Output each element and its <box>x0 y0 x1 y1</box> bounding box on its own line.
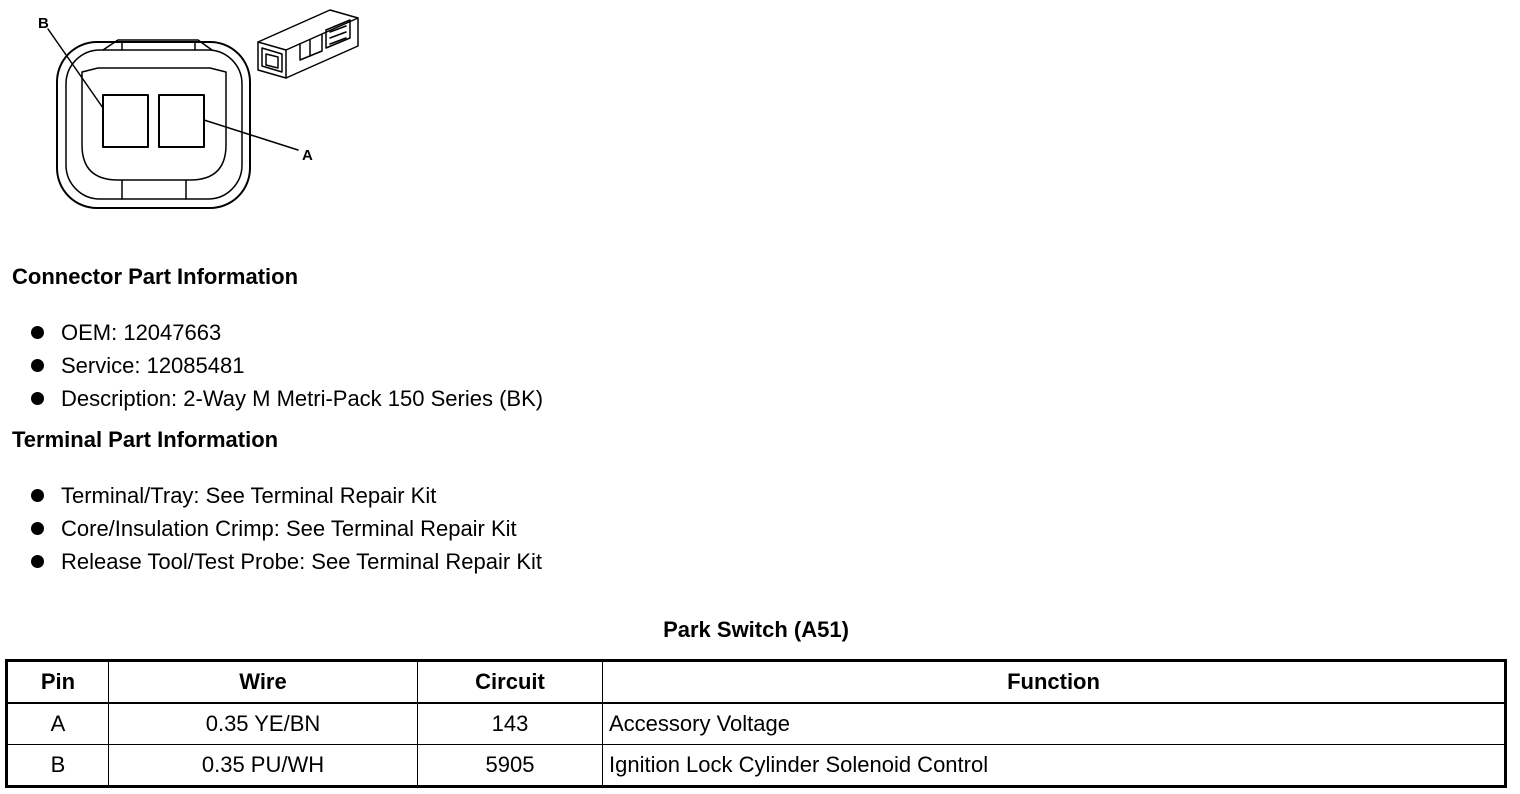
connector-part-heading: Connector Part Information <box>12 264 299 289</box>
bullet-icon <box>31 359 44 372</box>
table-caption: Park Switch (A51) <box>663 617 849 642</box>
column-header-wire: Wire <box>109 661 418 704</box>
cell-function: Accessory Voltage <box>603 703 1506 745</box>
bottom-key <box>122 180 186 199</box>
connector-housing-inner <box>66 50 242 199</box>
bullet-icon <box>31 522 44 535</box>
list-item-text: Core/Insulation Crimp: See Terminal Repair Kit <box>61 516 517 541</box>
terminal-a <box>159 95 204 147</box>
list-item-text: OEM: 12047663 <box>61 320 222 345</box>
list-item-text: Description: 2-Way M Metri-Pack 150 Series (BK) <box>61 386 544 411</box>
cell-pin: A <box>7 703 109 745</box>
table-row <box>7 745 1506 787</box>
connector-isometric-icon <box>258 10 358 78</box>
cell-wire: 0.35 YE/BN <box>109 703 418 745</box>
terminal-b <box>103 95 148 147</box>
column-header-circuit: Circuit <box>418 661 603 704</box>
cell-wire: 0.35 PU/WH <box>109 745 418 787</box>
bullet-icon <box>31 489 44 502</box>
list-item-text: Release Tool/Test Probe: See Terminal Repair Kit <box>61 549 542 574</box>
table-header-row <box>7 661 1506 704</box>
cell-pin: B <box>7 745 109 787</box>
bullet-icon <box>31 392 44 405</box>
bullet-icon <box>31 555 44 568</box>
pin-table <box>5 659 1507 788</box>
connector-face-diagram <box>0 0 380 220</box>
cell-circuit: 143 <box>418 703 603 745</box>
table-row <box>7 703 1506 745</box>
callout-label-a: A <box>302 147 313 164</box>
terminal-part-heading: Terminal Part Information <box>12 427 279 452</box>
list-item-text: Terminal/Tray: See Terminal Repair Kit <box>61 483 437 508</box>
list-item-text: Service: 12085481 <box>61 353 245 378</box>
cell-circuit: 5905 <box>418 745 603 787</box>
callout-label-b: B <box>38 15 49 32</box>
bullet-icon <box>31 326 44 339</box>
column-header-function: Function <box>603 661 1506 704</box>
column-header-pin: Pin <box>7 661 109 704</box>
cell-function: Ignition Lock Cylinder Solenoid Control <box>603 745 1506 787</box>
